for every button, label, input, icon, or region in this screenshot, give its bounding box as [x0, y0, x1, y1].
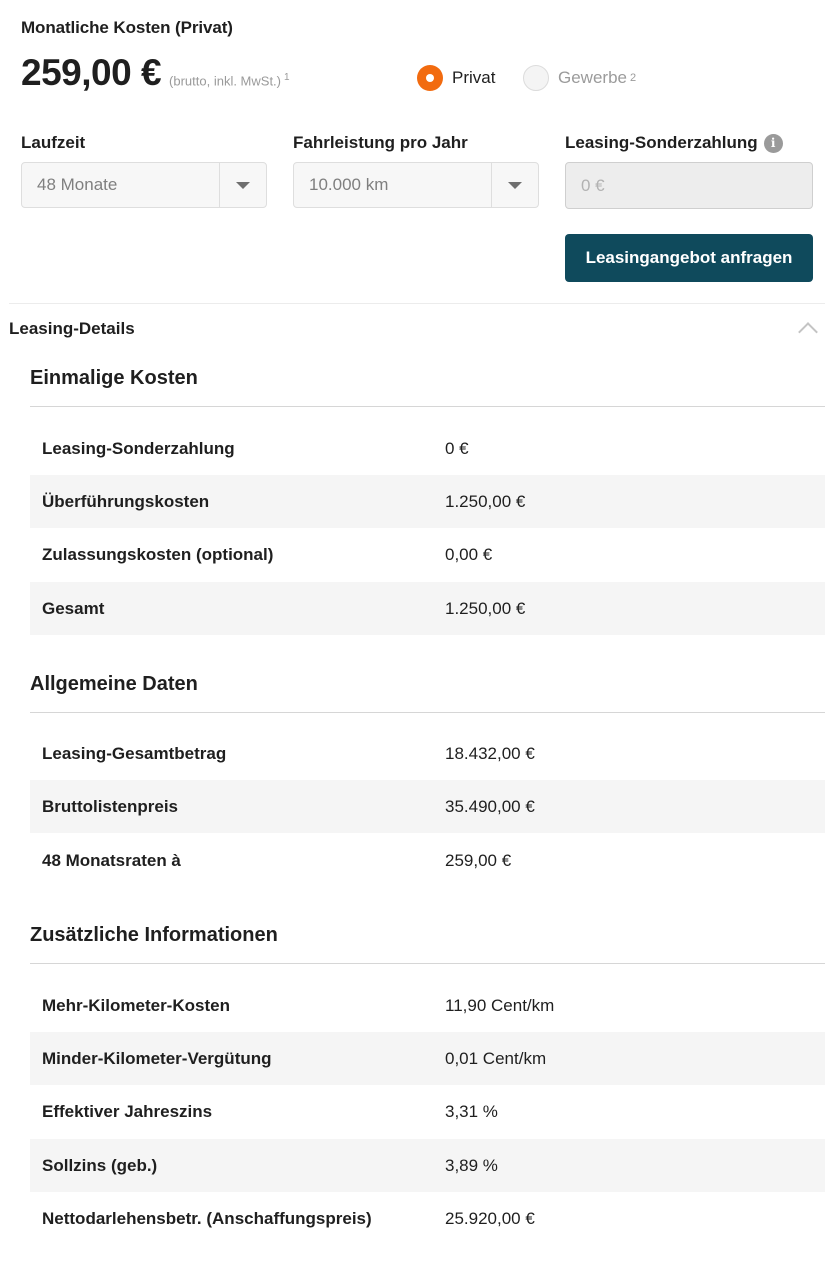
- table-row: [30, 834, 825, 887]
- row-label: Leasing-Gesamtbetrag: [42, 743, 227, 763]
- section-divider: [30, 406, 825, 407]
- downpayment-label: [565, 133, 783, 153]
- caret-down-icon: [236, 182, 250, 189]
- row-label: Gesamt: [42, 598, 105, 618]
- row-value: 0,01 Cent/km: [445, 1048, 547, 1068]
- term-label: Laufzeit: [21, 133, 86, 152]
- downpayment-label-text: Leasing-Sonderzahlung: [565, 133, 758, 152]
- row-value: 259,00 €: [445, 850, 512, 870]
- radio-gewerbe-label: Gewerbe: [558, 68, 627, 87]
- table-row: [30, 979, 825, 1032]
- divider: [9, 303, 825, 304]
- leasing-details-title[interactable]: Leasing-Details: [9, 319, 135, 338]
- mileage-select-value: 10.000 km: [309, 175, 389, 194]
- price-note-footnote: 1: [284, 71, 290, 83]
- section-title-zusaetzliche-informationen: Zusätzliche Informationen: [30, 924, 278, 946]
- term-select[interactable]: [21, 162, 267, 208]
- row-value: 25.920,00 €: [445, 1208, 535, 1228]
- row-label: Mehr-Kilometer-Kosten: [42, 995, 230, 1015]
- gewerbe-footnote: 2: [629, 72, 637, 84]
- table-row: [30, 582, 825, 635]
- row-label: Sollzins (geb.): [42, 1155, 158, 1175]
- row-value: 35.490,00 €: [445, 796, 535, 816]
- row-label: Überführungskosten: [42, 491, 210, 511]
- monthly-cost-title: Monatliche Kosten (Privat): [21, 18, 233, 37]
- row-label: 48 Monatsraten à: [42, 850, 181, 870]
- table-row: [30, 528, 825, 581]
- table-row: [30, 1192, 825, 1245]
- section-title-einmalige-kosten: Einmalige Kosten: [30, 367, 198, 389]
- request-offer-button[interactable]: Leasingangebot anfragen: [565, 234, 813, 282]
- downpayment-input[interactable]: 0 €: [565, 162, 813, 209]
- row-label: Zulassungskosten (optional): [42, 544, 274, 564]
- monthly-price: 259,00 €: [21, 52, 162, 93]
- table-row: [30, 1085, 825, 1138]
- radio-unselected-icon[interactable]: [523, 65, 549, 91]
- mileage-select-arrow[interactable]: [491, 163, 538, 207]
- mileage-label: Fahrleistung pro Jahr: [293, 133, 468, 152]
- table-row: [30, 1032, 825, 1085]
- row-value: 3,89 %: [445, 1155, 498, 1175]
- price-row: [21, 52, 290, 94]
- row-value: 0 €: [445, 438, 469, 458]
- radio-selected-icon[interactable]: [417, 65, 443, 91]
- term-select-value: 48 Monate: [37, 175, 118, 194]
- row-label: Leasing-Sonderzahlung: [42, 438, 235, 458]
- row-value: 1.250,00 €: [445, 598, 526, 618]
- term-select-arrow[interactable]: [219, 163, 266, 207]
- info-icon[interactable]: i: [764, 134, 783, 153]
- table-row: [30, 727, 825, 780]
- row-label: Bruttolistenpreis: [42, 796, 179, 816]
- table-row: [30, 422, 825, 475]
- section-divider: [30, 712, 825, 713]
- mileage-select[interactable]: [293, 162, 539, 208]
- row-value: 1.250,00 €: [445, 491, 526, 511]
- section-divider: [30, 963, 825, 964]
- row-label: Effektiver Jahreszins: [42, 1101, 213, 1121]
- table-row: [30, 780, 825, 833]
- caret-down-icon: [508, 182, 522, 189]
- radio-gewerbe[interactable]: [523, 65, 636, 91]
- price-note-text: (brutto, inkl. MwSt.): [169, 73, 281, 88]
- price-note: [169, 72, 290, 88]
- radio-privat-label: Privat: [452, 68, 496, 87]
- chevron-up-icon[interactable]: [798, 322, 818, 342]
- row-value: 11,90 Cent/km: [445, 995, 555, 1015]
- row-value: 3,31 %: [445, 1101, 498, 1121]
- row-value: 18.432,00 €: [445, 743, 535, 763]
- table-row: [30, 475, 825, 528]
- table-row: [30, 1139, 825, 1192]
- radio-privat[interactable]: [417, 65, 495, 91]
- row-label: Nettodarlehensbetr. (Anschaffungspreis): [42, 1208, 372, 1228]
- row-value: 0,00 €: [445, 544, 493, 564]
- section-title-allgemeine-daten: Allgemeine Daten: [30, 673, 198, 695]
- row-label: Minder-Kilometer-Vergütung: [42, 1048, 272, 1068]
